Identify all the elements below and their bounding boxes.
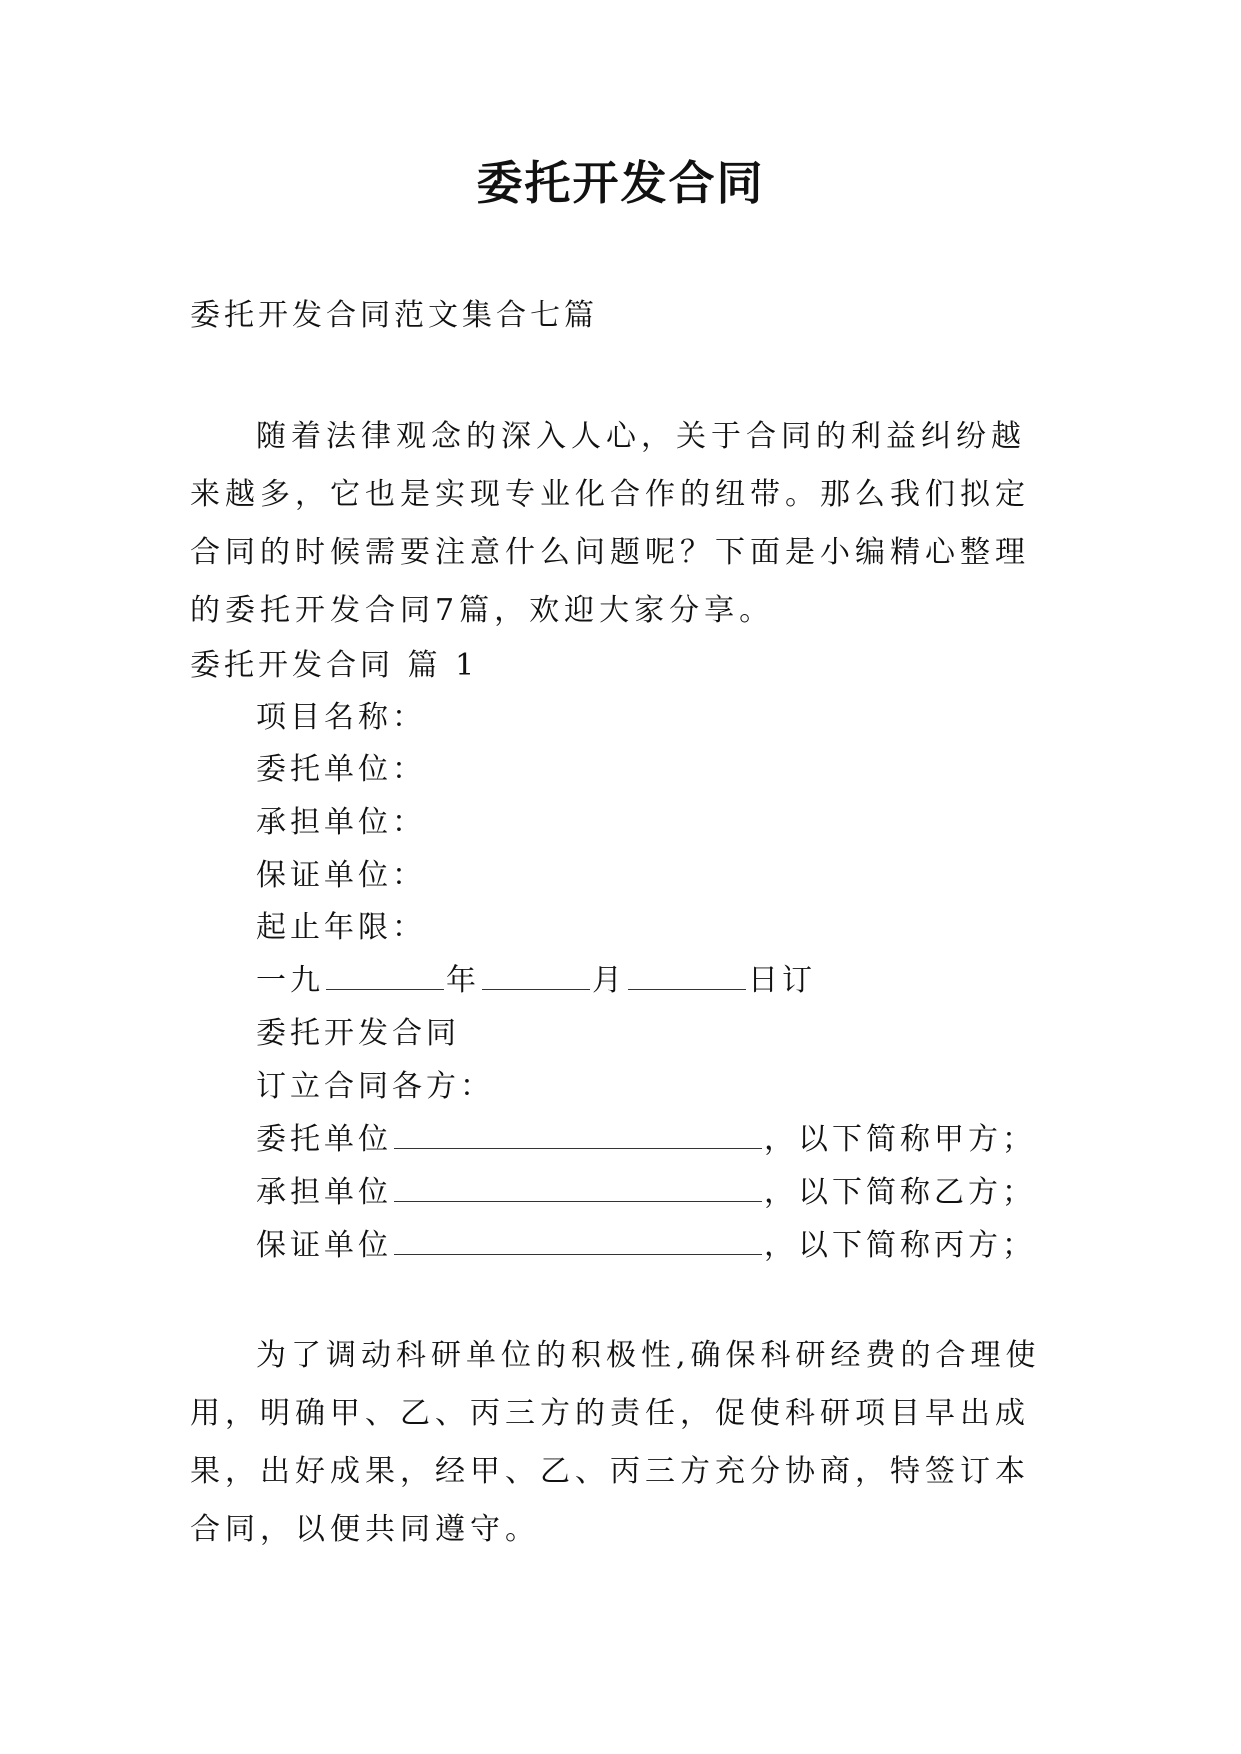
year-blank	[326, 959, 444, 990]
date-line	[256, 953, 816, 1009]
document-subtitle: 委托开发合同范文集合七篇	[190, 298, 598, 333]
party-line-b	[256, 1165, 1036, 1221]
party-blank	[394, 1118, 762, 1149]
purpose-paragraph: 为了调动科研单位的积极性,确保科研经费的合理使用，明确甲、乙、丙三方的责任，促使科研项目早出成果，出好成果，经甲、乙、丙三方充分协商，特签订本合同，以便共同遵守。	[190, 1338, 1041, 1547]
intro-paragraph: 随着法律观念的深入人心，关于合同的利益纠纷越来越多，它也是实现专业化合作的纽带。那么我们拟定合同的时候需要注意什么问题呢？下面是小编精心整理的委托开发合同7篇，欢迎大家分享。	[190, 419, 1030, 628]
contract-name: 委托开发合同	[256, 1016, 460, 1051]
party-blank	[394, 1224, 762, 1255]
date-year-label: 年	[446, 963, 480, 998]
parties-label: 订立合同各方：	[256, 1069, 494, 1104]
section-heading: 委托开发合同 篇 1	[190, 648, 479, 683]
party-line-a	[256, 1112, 1036, 1168]
date-month-label: 月	[592, 963, 626, 998]
party-label: 保证单位	[256, 1228, 392, 1263]
party-suffix: ，以下简称甲方；	[764, 1122, 1036, 1157]
party-suffix: ，以下简称乙方；	[764, 1175, 1036, 1210]
document-title: 委托开发合同	[476, 156, 765, 210]
party-label: 承担单位	[256, 1175, 392, 1210]
day-blank	[628, 959, 746, 990]
date-day-label: 日订	[748, 963, 816, 998]
field-period: 起止年限：	[256, 910, 426, 945]
date-prefix: 一九	[256, 963, 324, 998]
party-line-c	[256, 1218, 1036, 1274]
party-label: 委托单位	[256, 1122, 392, 1157]
field-undertaking-unit: 承担单位：	[256, 805, 426, 840]
month-blank	[482, 959, 590, 990]
field-entrusting-unit: 委托单位：	[256, 752, 426, 787]
party-blank	[394, 1171, 762, 1202]
field-guarantee-unit: 保证单位：	[256, 858, 426, 893]
field-project-name: 项目名称：	[256, 700, 426, 735]
party-suffix: ，以下简称丙方；	[764, 1228, 1036, 1263]
